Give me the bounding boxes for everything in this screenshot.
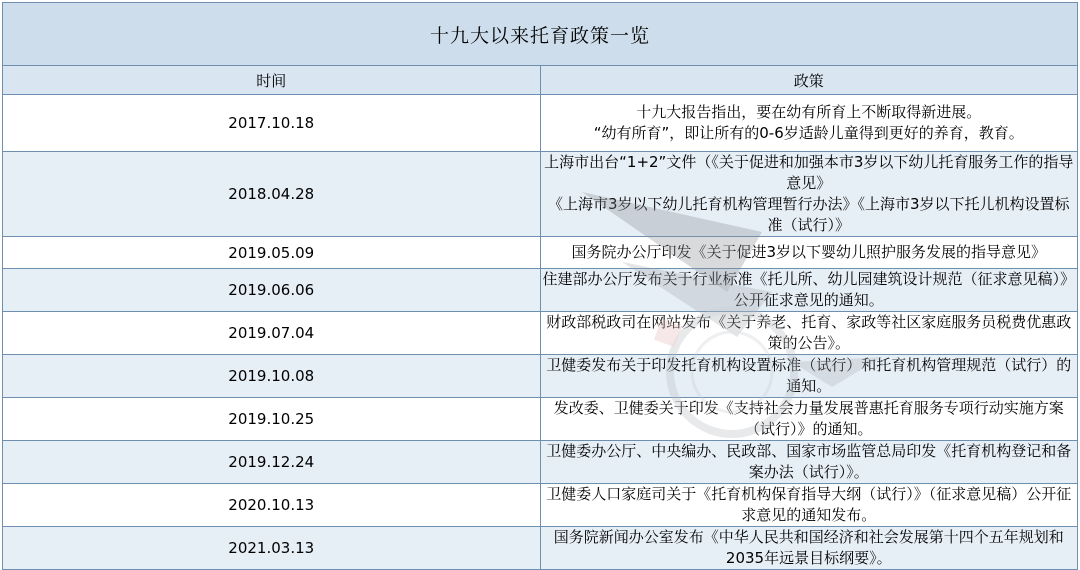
row-policy: [540, 398, 1078, 441]
policy-text-line: 卫健委人口家庭司关于《托育机构保育指导大纲（试行）》（征求意见稿）公开征求意见的通知发布。: [546, 485, 1072, 524]
table-row: [3, 95, 1078, 152]
row-date: 2018.04.28: [3, 152, 541, 237]
row-date: 2019.12.24: [3, 441, 541, 484]
row-policy: [540, 312, 1078, 355]
policy-text-line: 上海市出台“1+2”文件（《关于促进和加强本市3岁以下幼儿托育服务工作的指导意见》: [544, 153, 1074, 192]
row-policy: [540, 355, 1078, 398]
header-time: 时间: [3, 66, 541, 95]
table-row: [3, 355, 1078, 398]
table-row: [3, 527, 1078, 570]
policy-text-line: 国务院办公厅印发《关于促进3岁以下婴幼儿照护服务发展的指导意见》: [571, 243, 1047, 261]
table-title: 十九大以来托育政策一览: [3, 3, 1078, 66]
header-policy: 政策: [540, 66, 1078, 95]
row-policy: [540, 152, 1078, 237]
policy-table-container: [2, 2, 1078, 567]
policy-table: [2, 2, 1078, 570]
policy-text-line: 《上海市3岁以下幼儿托育机构管理暂行办法》《上海市3岁以下托儿机构设置标准（试行）》: [547, 195, 1070, 234]
row-policy: [540, 269, 1078, 312]
row-date: 2019.05.09: [3, 237, 541, 269]
table-row: [3, 312, 1078, 355]
policy-text-line: 卫健委发布关于印发托育机构设置标准（试行）和托育机构管理规范（试行）的通知。: [546, 356, 1072, 395]
row-policy: [540, 441, 1078, 484]
table-row: [3, 269, 1078, 312]
row-date: 2019.06.06: [3, 269, 541, 312]
policy-text-line: “幼有所育”，即让所有的0-6岁适龄儿童得到更好的养育，教育。: [593, 124, 1024, 142]
policy-text-line: 国务院新闻办公室发布《中华人民共和国经济和社会发展第十四个五年规划和2035年远景目标纲要》。: [553, 528, 1064, 567]
table-row: [3, 484, 1078, 527]
policy-text-line: 卫健委办公厅、中央编办、民政部、国家市场监管总局印发《托育机构登记和备案办法（试行）》。: [546, 442, 1072, 481]
table-row: [3, 152, 1078, 237]
policy-text-line: 财政部税政司在网站发布《关于养老、托育、家政等社区家庭服务员税费优惠政策的公告》。: [546, 313, 1072, 352]
row-date: 2020.10.13: [3, 484, 541, 527]
row-date: 2019.07.04: [3, 312, 541, 355]
policy-text-line: 十九大报告指出，要在幼有所育上不断取得新进展。: [636, 103, 982, 121]
table-row: [3, 237, 1078, 269]
policy-text-line: 发改委、卫健委关于印发《支持社会力量发展普惠托育服务专项行动实施方案（试行）》的通知。: [553, 399, 1064, 438]
title-row: [3, 3, 1078, 66]
row-date: 2017.10.18: [3, 95, 541, 152]
row-policy: [540, 237, 1078, 269]
table-row: [3, 398, 1078, 441]
row-policy: [540, 527, 1078, 570]
header-row: [3, 66, 1078, 95]
table-row: [3, 441, 1078, 484]
row-date: 2019.10.08: [3, 355, 541, 398]
policy-text-line: 住建部办公厅发布关于行业标准《托儿所、幼儿园建筑设计规范（征求意见稿）》公开征求意见的通知。: [542, 270, 1075, 309]
row-policy: [540, 484, 1078, 527]
row-date: 2019.10.25: [3, 398, 541, 441]
row-policy: [540, 95, 1078, 152]
row-date: 2021.03.13: [3, 527, 541, 570]
